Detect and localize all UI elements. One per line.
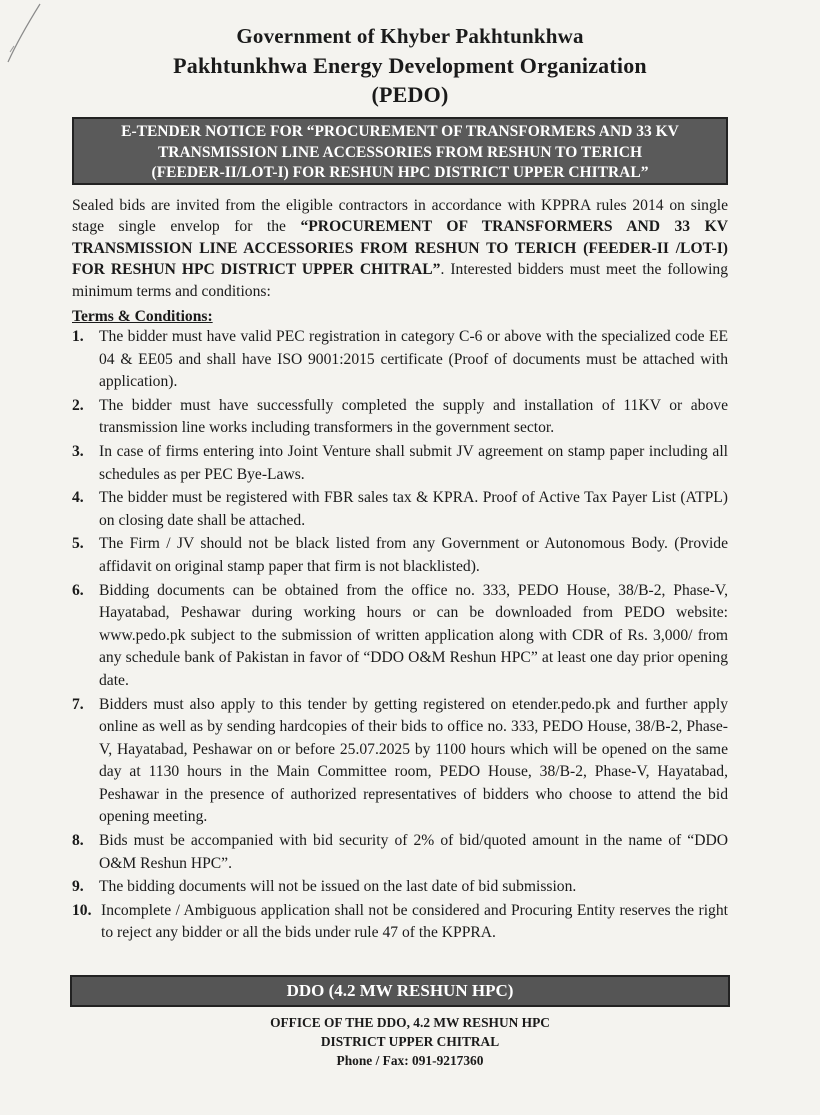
term-text: Bidders must also apply to this tender by getting registered on etender.pedo.pk and further apply online as well as by sending hardcopies of their bids to office no. 333, PEDO House, 38/B-2, Phase-V, Hayatabad, Peshawar on or before 25.07.2025 by 1100 hours which will be opened on the same day at 1130 hours in the Main Committee room, PEDO House, 38/B-2, Phase-V, Hayatabad, Peshawar in the presence of authorized representatives of bidders who choose to attend the bid opening meeting. xyxy=(99,695,728,826)
office-phone: Phone / Fax: 091-9217360 xyxy=(336,1053,484,1068)
term-number: 1. xyxy=(72,328,84,345)
term-text: The bidder must have valid PEC registration in category C-6 or above with the specialized code EE 04 & EE05 and shall have ISO 9001:2015 certificate (Proof of documents must be attached with application). xyxy=(99,328,728,391)
banner-line-3: (FEEDER-II/LOT-I) FOR RESHUN HPC DISTRICT UPPER CHITRAL” xyxy=(151,164,649,181)
term-text: Bidding documents can be obtained from the office no. 333, PEDO House, 38/B-2, Phase-V, Hayatabad, Peshawar during working hours or can be downloaded from PEDO website: www.pedo.pk subject to the submission of written application along with CDR of Rs. 3,000/ from any schedule bank of Pakistan in favor of “DDO O&M Reshun HPC” at least one day prior opening date. xyxy=(99,581,728,689)
term-number: 7. xyxy=(72,695,84,713)
office-name: OFFICE OF THE DDO, 4.2 MW RESHUN HPC xyxy=(270,1015,550,1030)
term-number: 5. xyxy=(72,535,84,553)
term-item xyxy=(72,487,728,532)
term-item xyxy=(72,876,728,899)
term-number: 10. xyxy=(72,901,92,919)
intro-bold-title: “PROCUREMENT OF TRANSFORMERS AND 33 KV TRANSMISSION LINE ACCESSORIES FROM RESHUN TO TERICH (FEEDER-II /LOT-I) FOR RESHUN HPC DISTRICT UPPER CHITRAL” xyxy=(72,218,728,279)
document-header xyxy=(0,22,820,109)
term-item xyxy=(72,395,728,440)
term-item xyxy=(72,580,728,693)
office-district: DISTRICT UPPER CHITRAL xyxy=(320,1034,500,1049)
term-item xyxy=(72,326,728,394)
term-text: The bidder must have successfully completed the supply and installation of 11KV or above transmission line works including transformers in the government sector. xyxy=(99,396,728,437)
intro-text-start: Sealed bids are invited from the eligible contractors in accordance with KPPRA rules 2014 on single stage single envelop for the xyxy=(72,197,728,236)
term-item xyxy=(72,694,728,830)
organization-acronym: (PEDO) xyxy=(371,82,449,107)
term-item xyxy=(72,533,728,578)
term-item xyxy=(72,830,728,875)
term-text: The bidder must be registered with FBR sales tax & KPRA. Proof of Active Tax Payer List (ATPL) on closing date shall be attached. xyxy=(99,489,728,529)
term-text: The Firm / JV should not be black listed from any Government or Autonomous Body. (Provide affidavit on original stamp paper that firm is not blacklisted). xyxy=(99,535,728,575)
term-number: 9. xyxy=(72,878,84,896)
organization-title: Pakhtunkhwa Energy Development Organization xyxy=(173,53,647,78)
term-item xyxy=(72,441,728,486)
term-text: Bids must be accompanied with bid security of 2% of bid/quoted amount in the name of “DDO O&M Reshun HPC”. xyxy=(99,832,728,872)
banner-line-2: TRANSMISSION LINE ACCESSORIES FROM RESHUN TO TERICH xyxy=(157,143,643,161)
intro-text-end: . Interested bidders must meet the following minimum terms and conditions: xyxy=(72,261,728,300)
terms-heading: Terms & Conditions: xyxy=(72,308,213,325)
term-number: 2. xyxy=(72,396,84,414)
ddo-signature-banner: DDO (4.2 MW RESHUN HPC) xyxy=(70,975,730,1007)
term-number: 8. xyxy=(72,832,84,850)
term-text: The bidding documents will not be issued on the last date of bid submission. xyxy=(99,878,577,896)
term-number: 6. xyxy=(72,581,84,599)
term-number: 3. xyxy=(72,442,84,460)
terms-list xyxy=(72,326,728,946)
government-title: Government of Khyber Pakhtunkhwa xyxy=(236,24,584,48)
term-text: Incomplete / Ambiguous application shall not be considered and Procuring Entity reserves the right to reject any bidder or all the bids under rule 47 of the KPPRA. xyxy=(101,901,728,942)
term-item xyxy=(72,900,728,945)
banner-line-1: E-TENDER NOTICE FOR “PROCUREMENT OF TRANSFORMERS AND 33 KV xyxy=(121,123,679,140)
office-address-block xyxy=(0,1013,820,1070)
tender-title-banner xyxy=(72,117,728,185)
intro-paragraph xyxy=(72,195,728,302)
term-text: In case of firms entering into Joint Venture shall submit JV agreement on stamp paper including all schedules as per PEC Bye-Laws. xyxy=(99,442,728,483)
term-number: 4. xyxy=(72,489,84,507)
